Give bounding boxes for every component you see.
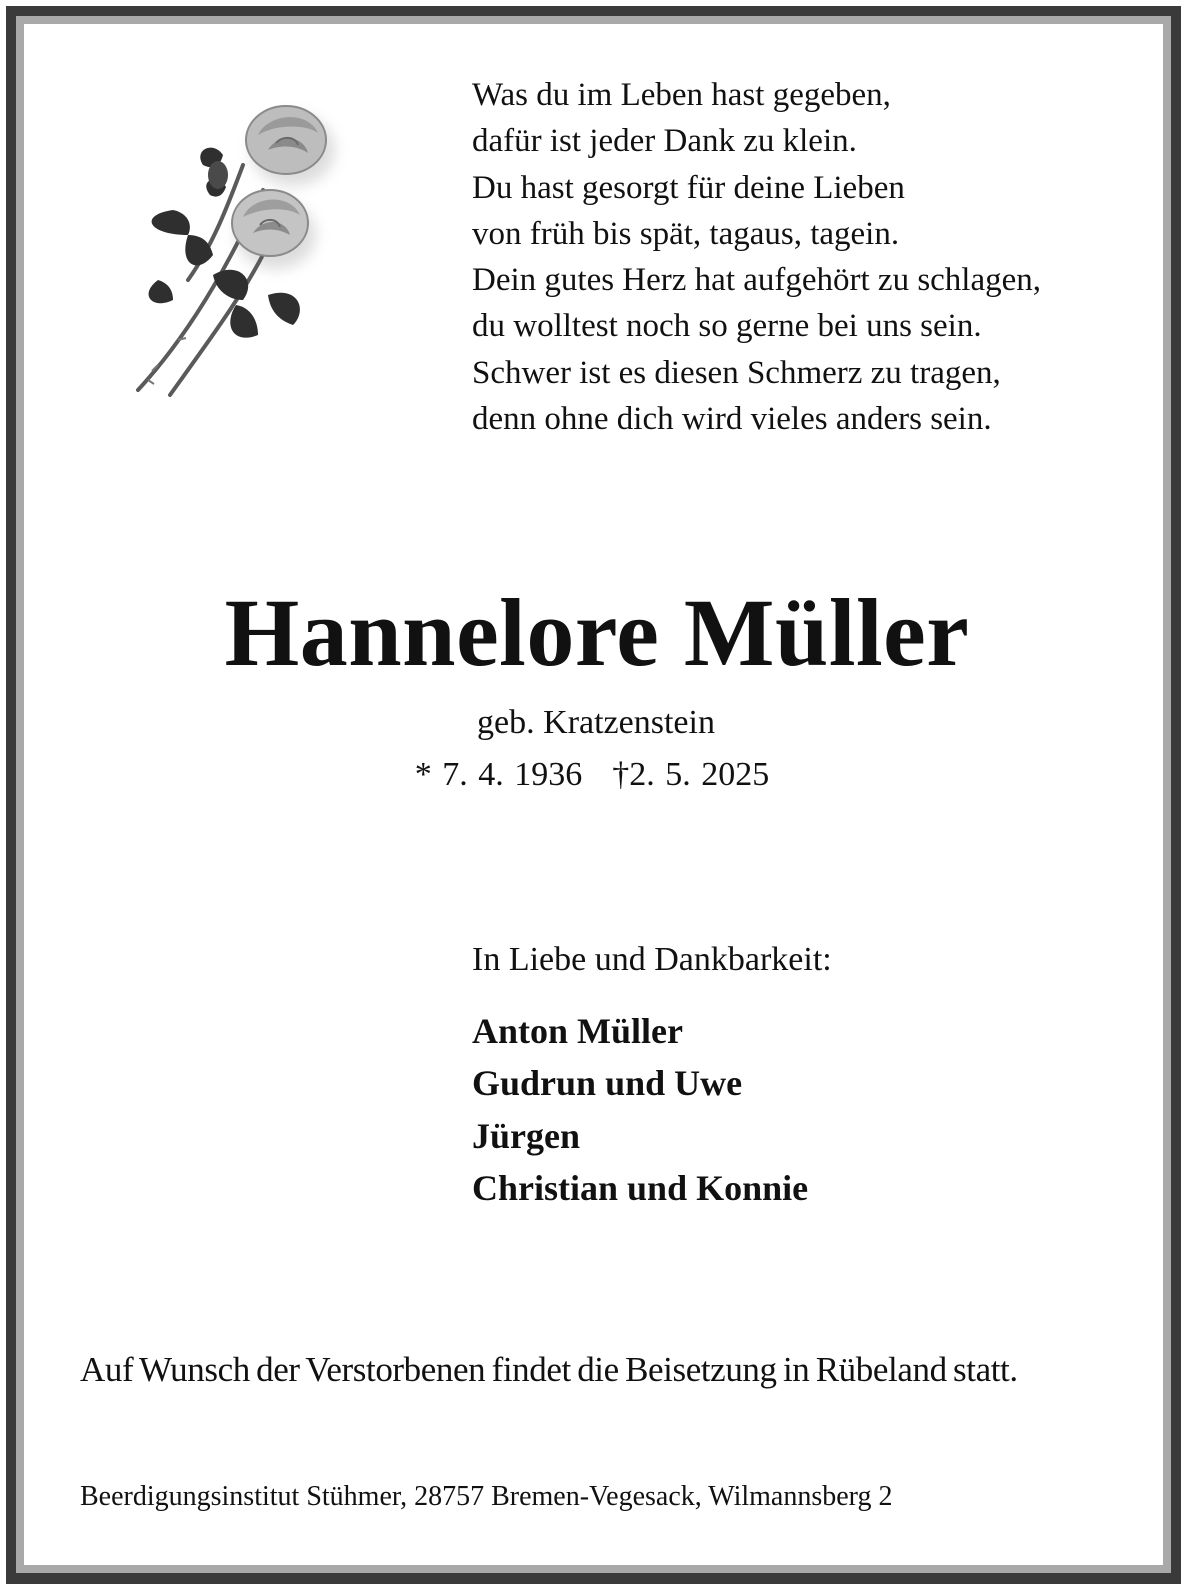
poem-line: Du hast gesorgt für deine Lieben [472,169,905,206]
funeral-home: Beerdigungsinstitut Stühmer, 28757 Bremen-Vegesack, Wilmannsberg 2 [80,1481,893,1512]
mourner-name: Anton Müller [472,1011,683,1051]
deceased-name: Hannelore Müller [224,579,970,686]
poem [472,72,1152,442]
poem-line: du wolltest noch so gerne bei uns sein. [472,308,982,345]
life-dates [0,754,1192,796]
mourner-name: Gudrun und Uwe [472,1063,743,1104]
poem-line: Schwer ist es diesen Schmerz zu tragen, [472,354,1001,391]
mourners-intro: In Liebe und Dankbarkeit: [472,941,832,978]
birth-date: * 7. 4. 1936 [414,756,583,793]
poem-line: Was du im Leben hast gegeben, [472,77,891,113]
poem-line: denn ohne dich wird vieles anders sein. [472,401,992,438]
poem-line: Dein gutes Herz hat aufgehört zu schlagen, [472,262,1042,299]
poem-line: von früh bis spät, tagaus, tagein. [472,215,900,252]
mourner-name: Jürgen [472,1115,580,1156]
rose-icon [118,95,358,425]
mourners-list [472,1005,808,1214]
mourner-name: Christian und Konnie [472,1167,809,1208]
death-date: †2. 5. 2025 [612,756,770,793]
birth-name: geb. Kratzenstein [477,704,715,741]
poem-line: dafür ist jeder Dank zu klein. [472,123,857,160]
burial-note: Auf Wunsch der Verstorbenen findet die Beisetzung in Rübeland statt. [80,1350,1018,1389]
